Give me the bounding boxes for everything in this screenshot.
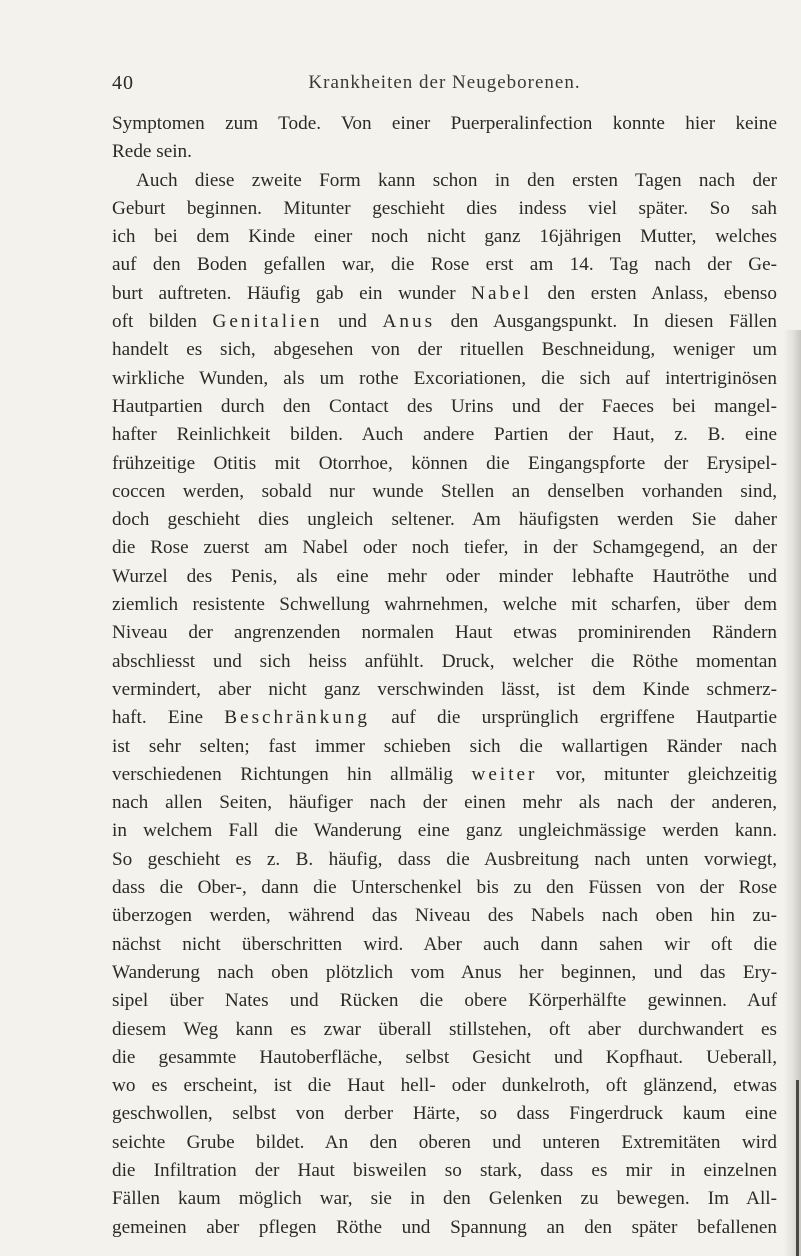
line-text: verschiedenen Richtungen hin allmälig xyxy=(112,763,472,785)
text-line: sipel über Nates und Rücken die obere Körperhälfte gewinnen. Auf xyxy=(112,990,777,1012)
line-text: haft. Eine xyxy=(112,707,225,729)
emphasized-term: Nabel xyxy=(471,282,532,304)
text-line: geschwollen, selbst von derber Härte, so dass Fingerdruck kaum eine xyxy=(112,1103,777,1125)
line-text: den ersten Anlass, ebenso xyxy=(532,282,777,304)
text-line: Wurzel des Penis, als eine mehr oder minder lebhafte Hautröthe und xyxy=(112,565,777,587)
text-line: die gesammte Hautoberfläche, selbst Gesicht und Kopfhaut. Ueberall, xyxy=(112,1046,777,1068)
text-line: wo es erscheint, ist die Haut hell- oder dunkelroth, oft glänzend, etwas xyxy=(112,1075,777,1097)
running-head xyxy=(112,72,777,96)
line-text: oft bilden xyxy=(112,311,213,333)
text-line: diesem Weg kann es zwar überall stillstehen, oft aber durchwandert es xyxy=(112,1018,777,1040)
page-number: 40 xyxy=(112,72,134,94)
text-line: die Rose zuerst am Nabel oder noch tiefer, in der Schamgegend, an der xyxy=(112,537,777,559)
text-line: frühzeitige Otitis mit Otorrhoe, können die Eingangspforte der Erysipel- xyxy=(112,452,777,474)
text-line: überzogen werden, während das Niveau des Nabels nach oben hin zu- xyxy=(112,905,777,927)
emphasized-term: Anus xyxy=(382,311,436,333)
text-line: in welchem Fall die Wanderung eine ganz ungleichmässige werden kann. xyxy=(112,820,777,842)
text-line xyxy=(112,761,777,789)
text-line: So geschieht es z. B. häufig, dass die Ausbreitung nach unten vorwiegt, xyxy=(112,848,777,870)
text-line: ich bei dem Kinde einer noch nicht ganz 16jährigen Mutter, welches xyxy=(112,226,777,248)
text-line: dass die Ober-, dann die Unterschenkel bis zu den Füssen von der Rose xyxy=(112,877,777,899)
text-line: Niveau der angrenzenden normalen Haut etwas prominirenden Rändern xyxy=(112,622,777,644)
text-line: vermindert, aber nicht ganz verschwinden lässt, ist dem Kinde schmerz- xyxy=(112,678,777,700)
emphasized-term: weiter xyxy=(471,763,538,785)
text-line: Fällen kaum möglich war, sie in den Gelenken zu bewegen. Im All- xyxy=(112,1188,777,1210)
text-line: nach allen Seiten, häufiger nach der einen mehr als nach der anderen, xyxy=(112,792,777,814)
text-line: Symptomen zum Tode. Von einer Puerperalinfection konnte hier keine xyxy=(112,113,777,134)
text-line: seichte Grube bildet. An den oberen und unteren Extremitäten wird xyxy=(112,1131,777,1153)
text-line: wirkliche Wunden, als um rothe Excoriationen, die sich auf intertriginösen xyxy=(112,367,777,389)
text-line: hafter Reinlichkeit bilden. Auch andere Partien der Haut, z. B. eine xyxy=(112,424,777,446)
text-line: handelt es sich, abgesehen von der rituellen Beschneidung, weniger um xyxy=(112,339,777,361)
text-line: die Infiltration der Haut bisweilen so stark, dass es mir in einzelnen xyxy=(112,1159,777,1181)
line-text: burt auftreten. Häufig gab ein wunder xyxy=(112,282,472,304)
text-line xyxy=(112,704,777,732)
text-line: gemeinen aber pflegen Röthe und Spannung an den später befallenen xyxy=(112,1216,777,1238)
text-line: doch geschieht dies ungleich seltener. Am häufigsten werden Sie daher xyxy=(112,509,777,531)
text-line xyxy=(112,308,777,336)
text-line: Wanderung nach oben plötzlich vom Anus her beginnen, und das Ery- xyxy=(112,961,777,983)
line-text: den Ausgangspunkt. In diesen Fällen xyxy=(435,311,777,333)
text-line: Hautpartien durch den Contact des Urins und der Faeces bei mangel- xyxy=(112,395,777,417)
text-line: Geburt beginnen. Mitunter geschieht dies indess viel später. So sah xyxy=(112,197,777,219)
line-text: und xyxy=(322,311,383,333)
text-line: ist sehr selten; fast immer schieben sich die wallartigen Ränder nach xyxy=(112,735,777,757)
emphasized-term: Beschränkung xyxy=(224,707,371,729)
body-text xyxy=(112,110,777,1242)
line-text: auf die ursprünglich ergriffene Hautpartie xyxy=(370,707,777,729)
page-edge-line xyxy=(796,1080,799,1256)
running-title: Krankheiten der Neugeborenen. xyxy=(308,72,581,93)
paragraph-start-line: Auch diese zweite Form kann schon in den ersten Tagen nach der xyxy=(136,169,777,191)
text-line: ziemlich resistente Schwellung wahrnehmen, welche mit scharfen, über dem xyxy=(112,594,777,616)
text-line: Rede sein. xyxy=(112,141,192,163)
text-line xyxy=(112,280,777,308)
text-line: nächst nicht überschritten wird. Aber auch dann sahen wir oft die xyxy=(112,933,777,955)
line-text: vor, mitunter gleichzeitig xyxy=(537,763,777,785)
text-line: auf den Boden gefallen war, die Rose erst am 14. Tag nach der Ge- xyxy=(112,254,777,276)
text-line: coccen werden, sobald nur wunde Stellen an denselben vorhanden sind, xyxy=(112,480,777,502)
text-line: abschliesst und sich heiss anfühlt. Druck, welcher die Röthe momentan xyxy=(112,650,777,672)
emphasized-term: Genitalien xyxy=(212,311,323,333)
